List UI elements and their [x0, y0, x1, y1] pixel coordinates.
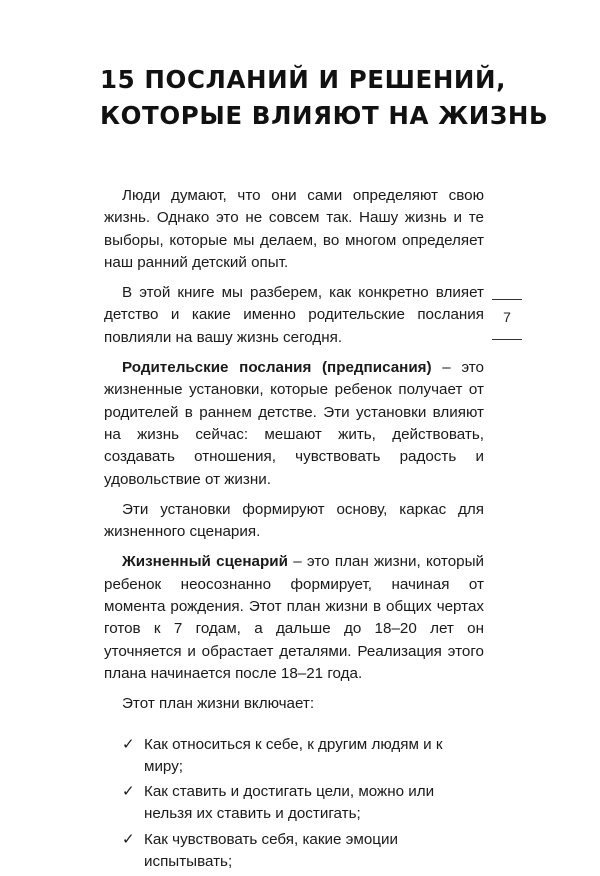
paragraph-plan-includes: Этот план жизни включает: [122, 695, 315, 713]
checkmark-icon: ✓ [122, 830, 135, 848]
definition-parental-messages: – это жизненные установки, которые ребенок получает от родителей в раннем детстве. Эти установки влияют на жизнь сейчас: мешают жить, действовать, создавать отношения, чувствовать радость и удовольствие от жизни. [104, 359, 484, 488]
definition-life-script: – это план жизни, который ребенок неосознанно формирует, начиная от момента рождения. Этот план жизни в общих чертах готов к 7 годам, а дальше до 18–20 лет он уточняется и обрастает деталями. Реализация этого плана начинается после 18–21 года. [104, 553, 484, 682]
checklist-item [104, 829, 484, 874]
checklist-item [104, 734, 484, 779]
checklist-item-text: Как ставить и достигать цели, можно или нельзя их ставить и достигать; [144, 783, 435, 823]
body-text [104, 185, 484, 876]
paragraph-life-script [104, 551, 484, 685]
chapter-title-line-2: КОТОРЫЕ ВЛИЯЮТ НА ЖИЗНЬ [100, 101, 549, 130]
chapter-title-line-1: 15 ПОСЛАНИЙ И РЕШЕНИЙ, [100, 65, 507, 94]
checklist-item-text: Как чувствовать себя, какие эмоции испытывать; [144, 830, 398, 871]
folio-rule-top [492, 299, 522, 300]
page-number: 7 [503, 309, 511, 325]
term-life-script: Жизненный сценарий [122, 553, 288, 571]
paragraph-intro: Люди думают, что они сами определяют свою жизнь. Однако это не совсем так. Нашу жизнь и те выборы, которые мы делаем, во многом определяет наш ранний детский опыт. [104, 187, 484, 271]
plan-checklist [104, 734, 484, 874]
checkmark-icon: ✓ [122, 735, 135, 753]
paragraph-book-purpose: В этой книге мы разберем, как конкретно влияет детство и какие именно родительские послания повлияли на вашу жизнь сегодня. [104, 284, 484, 346]
checklist-item-text: Как относиться к себе, к другим людям и к миру; [144, 735, 443, 775]
paragraph-foundation: Эти установки формируют основу, каркас для жизненного сценария. [104, 500, 484, 541]
folio-rule-bottom [492, 339, 522, 340]
term-parental-messages: Родительские послания (предписания) [122, 359, 432, 377]
checklist-item [104, 781, 484, 826]
checkmark-icon: ✓ [122, 783, 135, 801]
paragraph-parental-messages [104, 357, 484, 491]
